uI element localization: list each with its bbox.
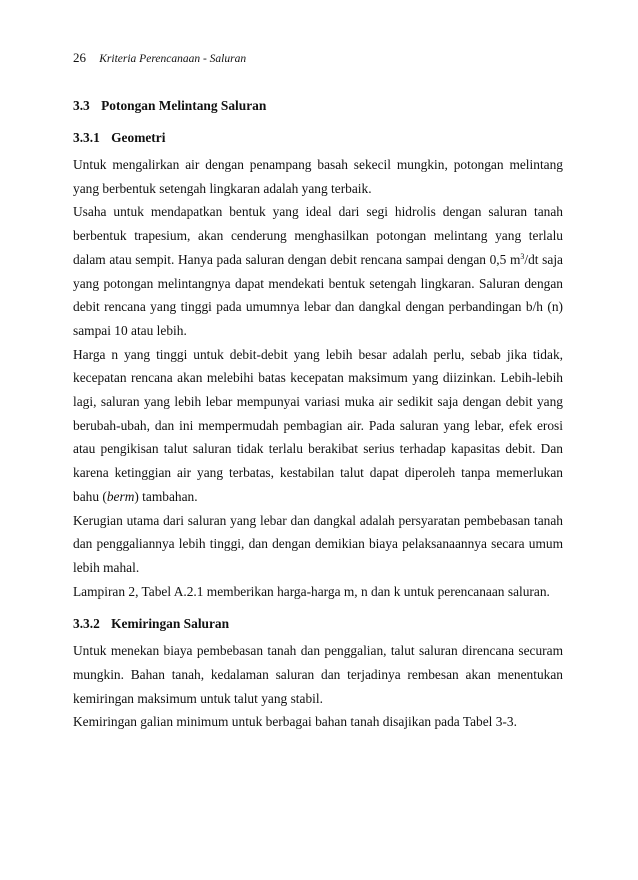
- paragraph-2-text-b: /dt saja yang potongan melintangnya dapat mendekati bentuk setengah lingkaran. Saluran dengan debit rencana yang tinggi pada umumnya lebar dan dangkal dengan perbandingan b/h (n) sampai 10 atau lebih.: [73, 251, 563, 338]
- subsection-heading-3-3-1: [73, 129, 563, 147]
- paragraph-4: Kerugian utama dari saluran yang lebar dan dangkal adalah persyaratan pembebasan tanah dan penggaliannya lebih tinggi, dan dengan demikian biaya pelaksanaannya secara umum lebih mahal.: [73, 512, 563, 575]
- paragraph-3-text-b: ) tambahan.: [134, 488, 198, 504]
- section-heading-3-3: [73, 97, 563, 115]
- paragraph-7: Kemiringan galian minimum untuk berbagai bahan tanah disajikan pada Tabel 3-3.: [73, 714, 517, 730]
- superscript-3: 3: [520, 251, 525, 261]
- paragraph-3: [73, 343, 563, 509]
- subsection-title: Kemiringan Saluran: [111, 616, 230, 632]
- paragraph-3-text-a: Harga n yang tinggi untuk debit-debit yang lebih besar adalah perlu, sebab jika tidak, kecepatan rencana akan melebihi batas kecepatan maksimum yang diizinkan. Lebih-lebih lagi, saluran yang lebih lebar mempunyai variasi muka air sedikit saja dengan debit yang berubah-ubah, dan ini mempermudah pembagian air. Pada saluran yang lebar, efek erosi atau pengikisan talut saluran tidak terlalu berakibat serius terhadap kapasitas debit. Dan karena ketinggian air yang terbatas, kestabilan talut dapat diperoleh tanpa memerlukan bahu (: [73, 346, 563, 504]
- section-number: 3.3: [73, 98, 90, 113]
- paragraph-1: Untuk mengalirkan air dengan penampang basah sekecil mungkin, potongan melintang yang berbentuk setengah lingkaran adalah yang terbaik.: [73, 157, 563, 196]
- subsection-heading-3-3-2: [73, 615, 563, 633]
- subsection-title: Geometri: [111, 130, 166, 145]
- paragraph-6: Untuk menekan biaya pembebasan tanah dan penggalian, talut saluran direncana securam mungkin. Bahan tanah, kedalaman saluran dan terjadinya rembesan akan menentukan kemiringan maksimum untuk talut yang stabil.: [73, 643, 563, 706]
- page-header: [73, 50, 246, 67]
- subsection-number: 3.3.2: [73, 616, 100, 632]
- italic-term-berm: berm: [106, 488, 135, 504]
- subsection-number: 3.3.1: [73, 130, 100, 145]
- page-number: 26: [73, 50, 86, 65]
- paragraph-2-text-a: Usaha untuk mendapatkan bentuk yang ideal dari segi hidrolis dengan saluran tanah berbentuk trapesium, akan cenderung menghasilkan potongan melintang yang terlalu dalam atau sempit. Hanya pada saluran dengan debit rencana sampai dengan 0,5 m: [73, 204, 563, 267]
- section-title: Potongan Melintang Saluran: [101, 98, 267, 113]
- paragraph-2: [73, 200, 563, 342]
- page-content: [73, 97, 563, 734]
- paragraph-5: Lampiran 2, Tabel A.2.1 memberikan harga-harga m, n dan k untuk perencanaan saluran.: [73, 583, 550, 599]
- running-title: Kriteria Perencanaan - Saluran: [99, 53, 247, 65]
